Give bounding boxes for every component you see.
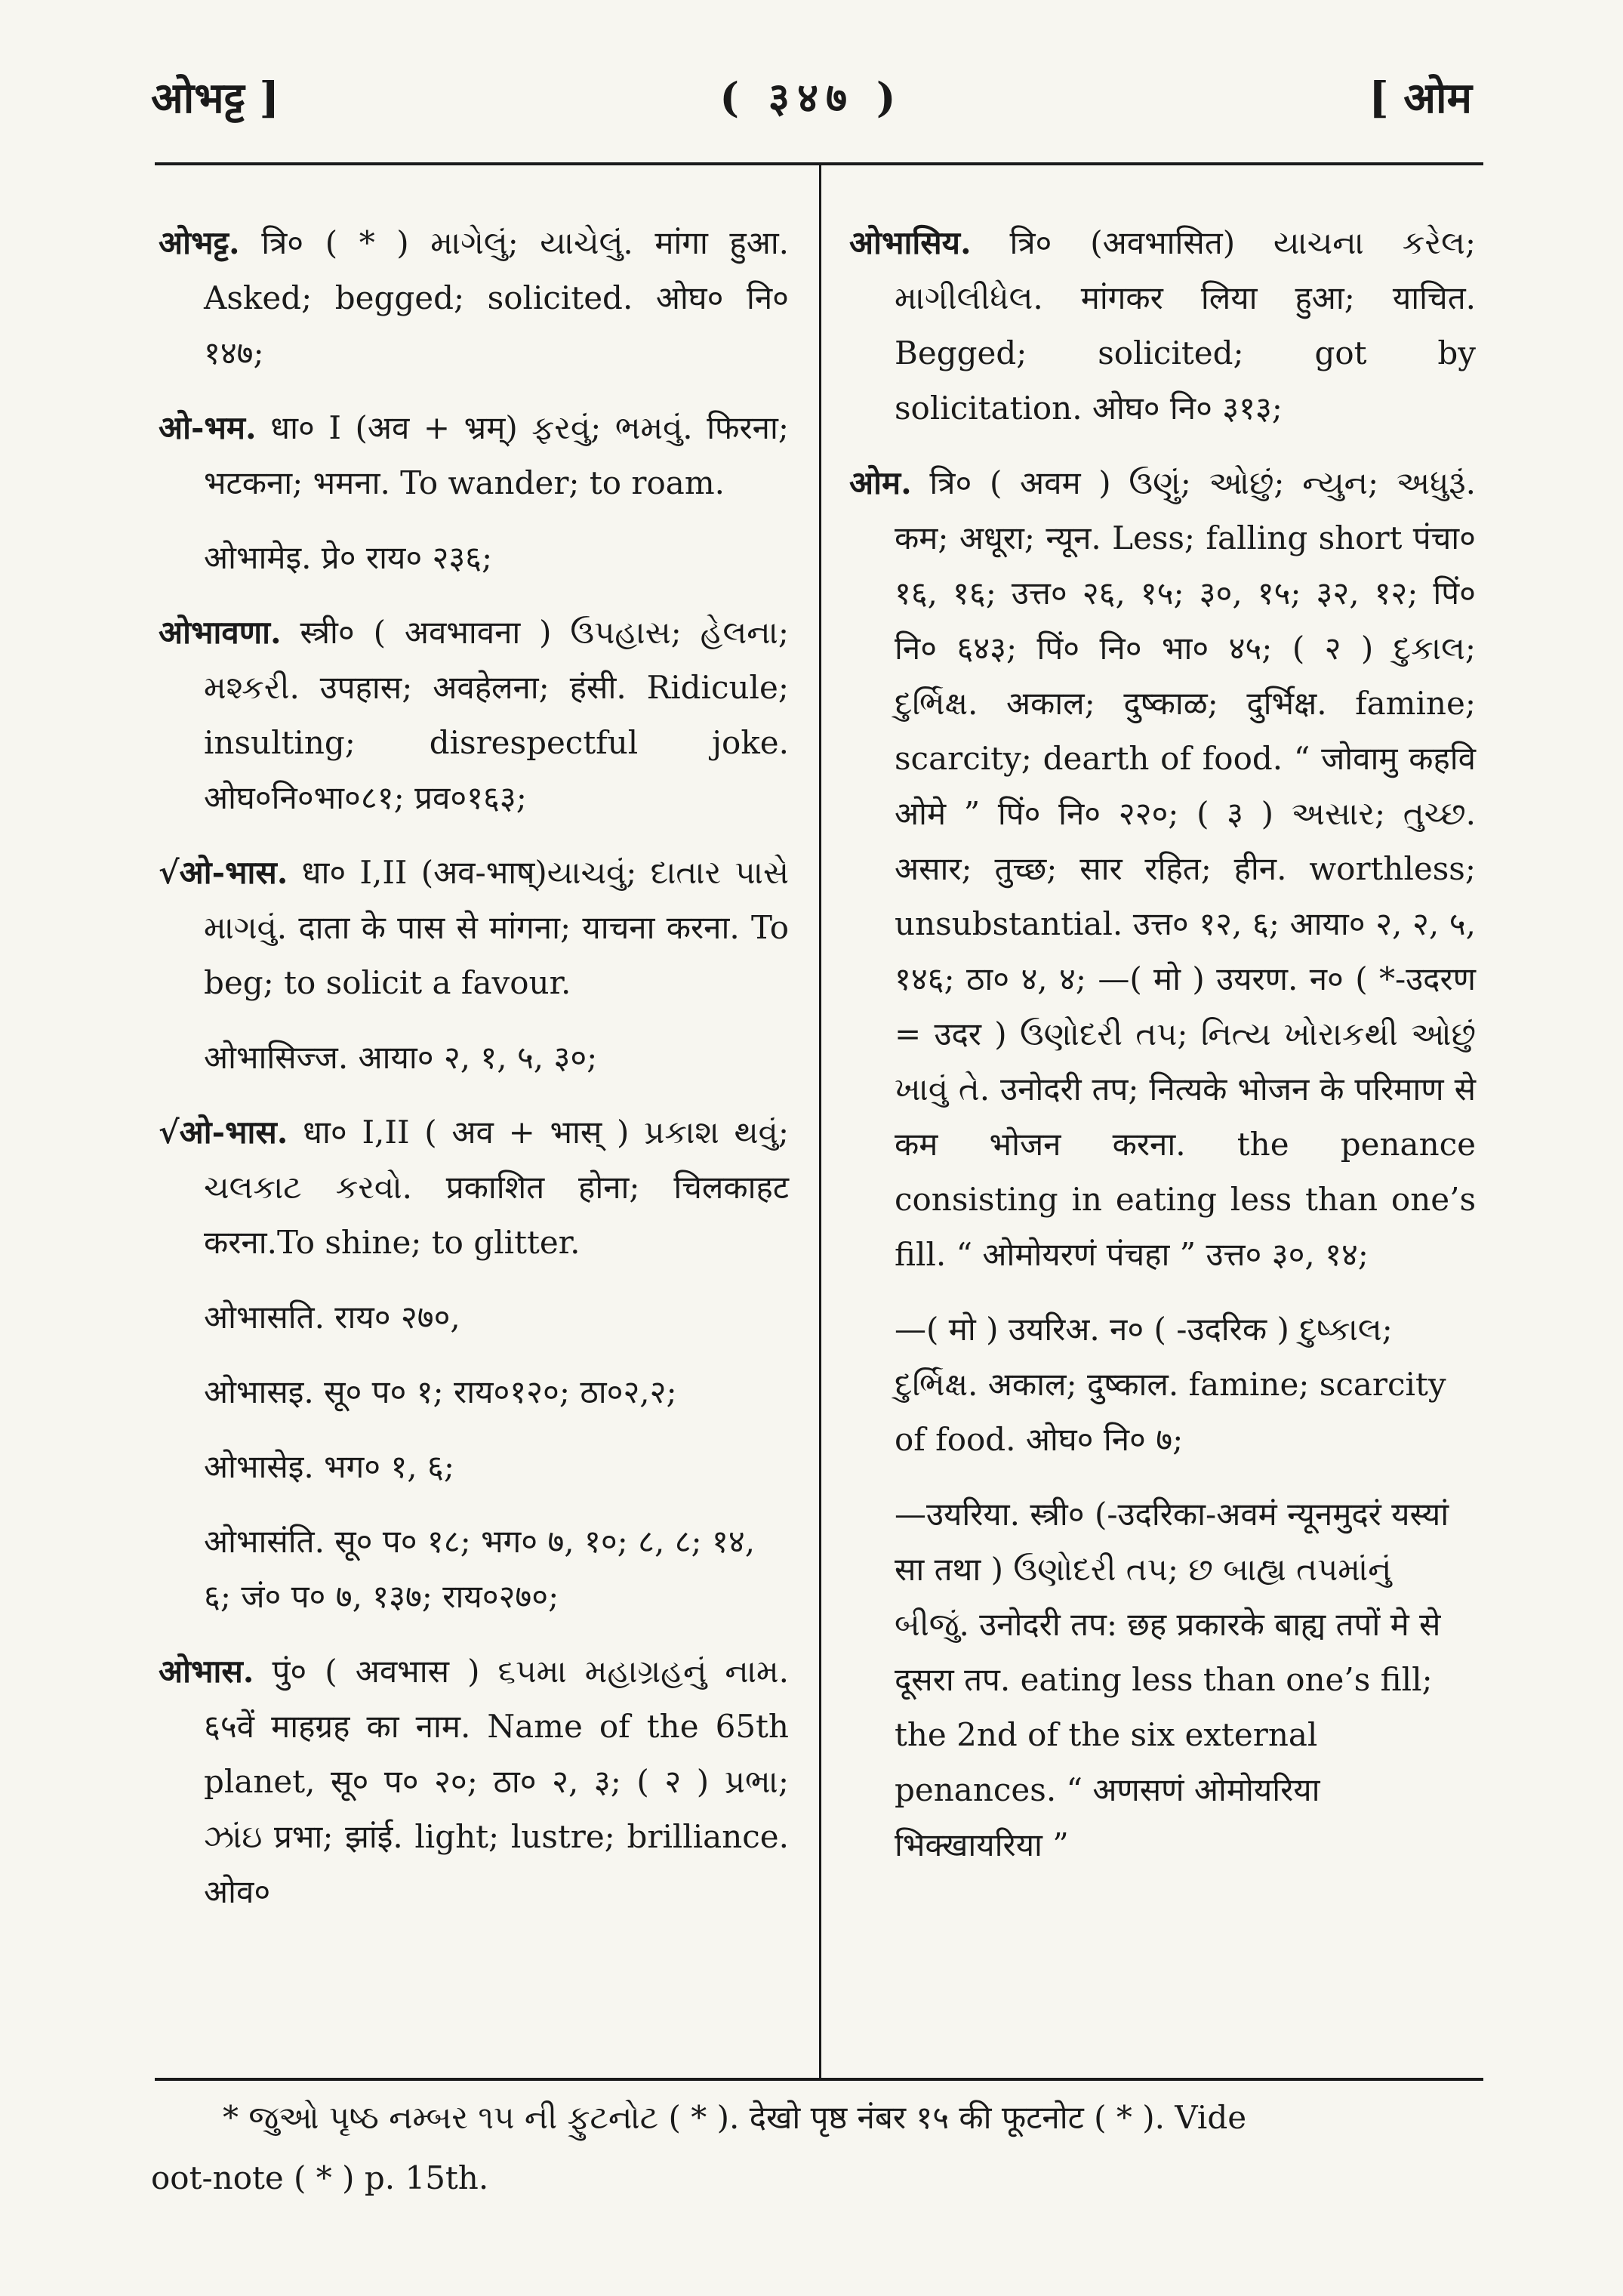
entry-form: ओभासति. राय० २७०,	[204, 1299, 460, 1336]
dictionary-entry	[159, 845, 789, 1010]
entry-definition: पुं० ( अवभास ) ૬૫મા મહાગ્રહનું નામ. ६५वें माहग्रह का नाम. Name of the 65th planet, सू० प० २०; ठा० २, ३; ( २ ) પ્રભા; ઝાંઇ प्रभा; झांई. light; lustre; brilliance. ओव०	[204, 1653, 789, 1910]
entry-headword: ओ-भास.	[179, 854, 288, 891]
entry-subentry: —( मो ) उयरिअ. न० ( -उदरिक ) દુષ્કાલ; દુર્ભિક્ષ. अकाल; दुष्काल. famine; scarcity of food. ओघ० नि० ७;	[895, 1311, 1446, 1458]
entry-form: ओभासिज्ज. आया० २, १, ५, ३०;	[204, 1039, 598, 1076]
entry-headword: ओम.	[849, 464, 912, 501]
entry-definition: धा० I,II (अव-भाष्)યાચવું; દાતાર પાસે માગવું. दाता के पास से मांगना; याचना करना. To beg; to solicit a favour.	[204, 854, 789, 1001]
entry-definition: त्रि० ( अवम ) ઉણું; ઓછું; ન્યુન; અધુરૂં. कम; अधूरा; न्यून. Less; falling short पंचा० १६, १६; उत्त० २६, १५; ३०, १५; ३२, १२; पिं० नि० ६४३; पिं० नि० भा० ४५; ( २ ) દુકાલ; દુર્ભિક્ષ. अकाल; दुष्काळ; दुर्भिक्ष. famine; scarcity; dearth of food. “ जोवामु कहवि ओमे ” पिं० नि० २२०; ( ३ ) અસાર; તુચ્છ. असार; तुच्छ; सार रहित; हीन. worthless; unsubstantial. उत्त० १२, ६; आया० २, २, ५, १४६; ठा० ४, ४; —( मो ) उयरण. न० ( *-उदरण = उदर ) ઉણોદરી તપ; નિત્ય ખોરાકથી ઓછું ખાવું તે. उनोदरी तप; नित्यके भोजन के परिमाण से कम भोजन करना. the penance consisting in eating less than one’s fill. “ ओमोयरणं पंचहा ” उत्त० ३०, १४;	[895, 464, 1476, 1273]
column-divider	[819, 165, 821, 2078]
entry-definition: स्त्री० ( अवभावना ) ઉપહાસ; હેલના; મશ્કરી. उपहास; अवहेलना; हंसी. Ridicule; insulting; disrespectful joke. ओघ०नि०भा०८१; प्रव०१६३;	[204, 614, 789, 816]
footnote	[151, 2088, 1480, 2208]
right-column	[849, 215, 1476, 1892]
dictionary-entry	[849, 215, 1476, 436]
dictionary-entry	[159, 605, 789, 825]
dictionary-entry	[849, 455, 1476, 1282]
entry-headword: ओभास.	[159, 1653, 254, 1690]
dictionary-entry	[159, 1644, 789, 1919]
entry-form: ओभासंति. सू० प० १८; भग० ७, १०; ८, ८; १४, ६; जं० प० ७, १३७; राय०२७०;	[204, 1523, 756, 1615]
footnote-line: * જુઓ પૃષ્ઠ નમ્બર ૧૫ ની ફુટનોટ ( * ). देखो पृष्ठ नंबर १५ की फूटनोट ( * ). Vide	[223, 2099, 1247, 2136]
page-header	[151, 68, 1472, 136]
check-mark: √	[159, 1114, 180, 1151]
entry-form: ओभासेइ. भग० १, ६;	[204, 1448, 454, 1485]
footnote-line: oot-note ( * ) p. 15th.	[151, 2159, 489, 2196]
entry-headword: ओभासिय.	[849, 224, 972, 261]
page-number: ( ३४७ )	[719, 73, 904, 122]
entry-form: ओभामेइ. प्रे० राय० २३६;	[204, 539, 493, 576]
entry-definition: त्रि० ( * ) માગેલું; યાચેલું. मांगा हुआ. Asked; begged; solicited. ओघ० नि० १४७;	[204, 224, 789, 371]
entry-headword: ओभट्ट.	[159, 224, 240, 261]
running-head-right: [ ओम	[1369, 73, 1472, 123]
entry-subentry: —उयरिया. स्त्री० (-उदरिका-अवमं न्यूनमुदरं यस्यां सा तथा ) ઉણોદરી તપ; છ બાહ્ય તપમાંનું બીજું. उनोदरी तप: छह प्रकारके बाह्य तपों मे से दूसरा तप. eating less than one’s fill; the 2nd of the six external penances. “ अणसणं ओमोयरिया भिक्खायरिया ”	[895, 1496, 1449, 1863]
entry-headword: ओ-भम.	[159, 409, 257, 446]
entry-form: ओभासइ. सू० प० १; राय०१२०; ठा०२,२;	[204, 1373, 677, 1410]
entry-definition: धा० I (अव + भ्रम्) ફરવું; ભમવું. फिरना; भटकना; भमना. To wander; to roam.	[204, 409, 789, 501]
check-mark: √	[159, 854, 180, 891]
entry-definition: धा० I,II ( अव + भास् ) પ્રકાશ થવું; ચલકાટ કરવો. प्रकाशित होना; चिलकाहट करना.To shine; to glitter.	[204, 1114, 789, 1261]
left-column	[159, 215, 789, 1939]
dictionary-entry	[159, 215, 789, 381]
entry-headword: ओ-भास.	[179, 1114, 288, 1151]
entry-headword: ओभावणा.	[159, 614, 282, 651]
running-head-left: ओभट्ट ]	[151, 73, 280, 123]
dictionary-entry	[159, 1105, 789, 1270]
entry-definition: त्रि० (अवभासित) યાચના કરેલ; માગીલીધેલ. मांगकर लिया हुआ; याचित. Begged; solicited; got by solicitation. ओघ० नि० ३१३;	[895, 224, 1476, 427]
footnote-rule	[155, 2078, 1483, 2081]
dictionary-entry	[159, 400, 789, 510]
